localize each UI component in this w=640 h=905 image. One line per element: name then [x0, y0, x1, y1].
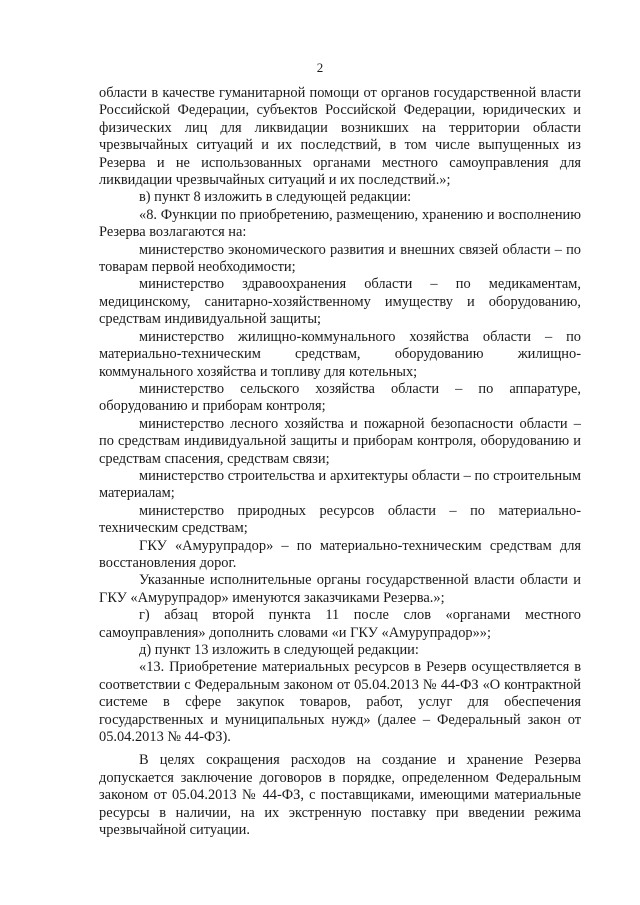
paragraph: ГКУ «Амурупрадор» – по материально-техническим средствам для восстановления дорог.: [99, 537, 581, 571]
paragraph: министерство жилищно-коммунального хозяйства области – по материально-техническим средствам, оборудованию жилищно-коммунального хозяйства и топливу для котельных;: [99, 328, 581, 380]
paragraph: министерство экономического развития и внешних связей области – по товарам первой необходимости;: [99, 241, 581, 276]
document-body: [99, 85, 581, 839]
paragraph: министерство здравоохранения области – по медикаментам, медицинскому, санитарно-хозяйственному имуществу и оборудованию, средствам индивидуальной защиты;: [99, 276, 581, 328]
paragraph: «13. Приобретение материальных ресурсов в Резерв осуществляется в соответствии с Федеральным законом от 05.04.2013 № 44-ФЗ «О контрактной системе в сфере закупок товаров, работ, услуг для обеспечения государственных и муниципальных нужд» (далее – Федеральный закон от 05.04.2013 № 44-ФЗ).: [99, 659, 581, 746]
paragraph: В целях сокращения расходов на создание и хранение Резерва допускается заключение договоров в порядке, определенном Федеральным законом от 05.04.2013 № 44-ФЗ, с поставщиками, имеющими материальные ресурсы в наличии, на их экстренную поставку при введении режима чрезвычайной ситуации.: [99, 752, 581, 839]
paragraph: министерство лесного хозяйства и пожарной безопасности области – по средствам индивидуальной защиты и приборам контроля, оборудованию и средствам спасения, средствам связи;: [99, 415, 581, 467]
paragraph: министерство природных ресурсов области – по материально-техническим средствам;: [99, 502, 581, 537]
paragraph: г) абзац второй пункта 11 после слов «органами местного самоуправления» дополнить словами «и ГКУ «Амурупрадор»»;: [99, 607, 581, 641]
paragraph: «8. Функции по приобретению, размещению, хранению и восполнению Резерва возлагаются на:: [99, 206, 581, 241]
page-number: 2: [316, 60, 324, 75]
paragraph: д) пункт 13 изложить в следующей редакции:: [139, 642, 419, 658]
paragraph: области в качестве гуманитарной помощи от органов государственной власти Российской Федерации, субъектов Российской Федерации, юридических и физических лиц для ликвидации возникших на территории области чрезвычайных ситуаций и их последствий, в том числе выпущенных из Резерва и не использованных органами местного самоуправления для ликвидации чрезвычайных ситуаций и их последствий.»;: [99, 85, 581, 189]
paragraph: Указанные исполнительные органы государственной власти области и ГКУ «Амурупрадор» именуются заказчиками Резерва.»;: [99, 572, 581, 606]
paragraph: министерство строительства и архитектуры области – по строительным материалам;: [99, 467, 581, 502]
paragraph: в) пункт 8 изложить в следующей редакции:: [139, 189, 412, 206]
paragraph: министерство сельского хозяйства области – по аппаратуре, оборудованию и приборам контроля;: [99, 380, 581, 415]
